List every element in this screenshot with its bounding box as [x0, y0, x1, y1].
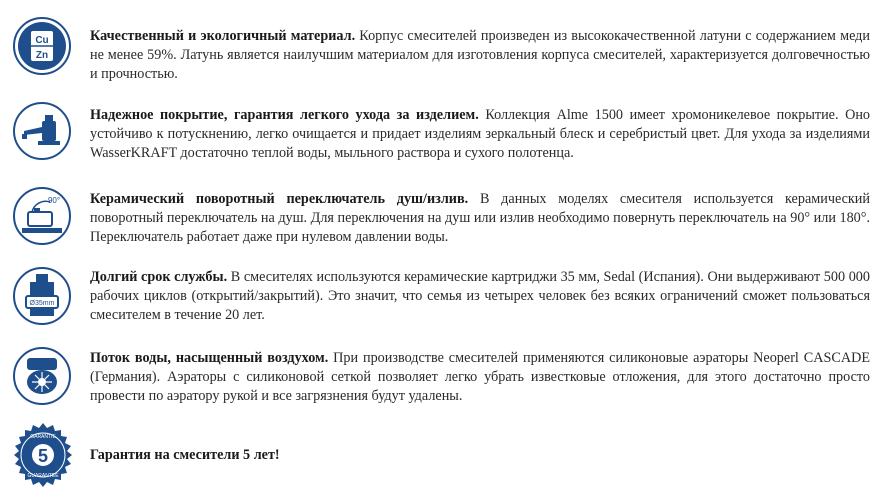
svg-text:5: 5: [37, 446, 49, 466]
svg-text:GARANTIE: GARANTIE: [30, 434, 56, 440]
feature-body: Коллекция Alme 1500 имеет хромоникелевое покрытие. Оно устойчиво к потускнению, легко очищается и придает изделиям зеркальный блеск и серебристый цвет. Для ухода за изделиями WasserKRAFT достаточно теплой воды, мыльного раствора и сухого полотенца.: [90, 107, 871, 161]
feature-text: [90, 106, 870, 163]
guarantee-seal-icon: [10, 422, 76, 488]
feature-title: Долгий срок службы.: [90, 269, 228, 285]
feature-title: Гарантия на смесители 5 лет!: [90, 447, 280, 463]
feature-text: [90, 446, 870, 465]
feature-text: [90, 190, 870, 247]
feature-title: Керамический поворотный переключатель душ/излив.: [90, 191, 469, 207]
feature-title: Надежное покрытие, гарантия легкого ухода за изделием.: [90, 107, 479, 123]
svg-text:GUARANTEE: GUARANTEE: [27, 473, 59, 479]
aerator-icon: [12, 346, 72, 406]
feature-body: При производстве смесителей применяются силиконовые аэраторы Neoperl CASCADE (Германия). Аэраторы с силиконовой сеткой позволяет легко убрать известковые отложения, для этого достаточно просто провести по аэратору рукой и все загрязнения будут удалены.: [90, 350, 870, 404]
switch-rotation-icon: [12, 186, 72, 246]
feature-text: [90, 349, 870, 406]
copper-zinc-icon: [12, 16, 72, 76]
faucet-icon: [12, 101, 72, 161]
feature-title: Качественный и экологичный материал.: [90, 28, 356, 44]
feature-text: [90, 27, 870, 84]
svg-text:Cu: Cu: [35, 35, 49, 46]
cartridge-icon: [12, 266, 72, 326]
feature-body: В смесителях используются керамические картриджи 35 мм, Sedal (Испания). Они выдерживают 500 000 рабочих циклов (открытий/закрытий). Это значит, что семья из четырех человек без всяких ограничений сможет пользоваться смесителем в течение 20 лет.: [90, 269, 870, 323]
feature-body: Корпус смесителей произведен из высококачественной латуни с содержанием меди не менее 59%. Латунь является наилучшим материалом для изготовления корпуса смесителей, характеризуется долговечностью и прочностью.: [90, 28, 870, 82]
svg-text:Ø35mm: Ø35mm: [29, 300, 55, 307]
feature-text: [90, 268, 870, 325]
feature-body: В данных моделях смесителя используется керамический поворотный переключатель на душ. Для переключения на душ или излив необходимо повернуть переключатель на 90° или 180°. Переключатель работает даже при нулевом давлении воды.: [90, 191, 870, 245]
feature-title: Поток воды, насыщенный воздухом.: [90, 350, 329, 366]
svg-text:Zn: Zn: [35, 50, 49, 61]
svg-text:90°: 90°: [47, 196, 61, 205]
